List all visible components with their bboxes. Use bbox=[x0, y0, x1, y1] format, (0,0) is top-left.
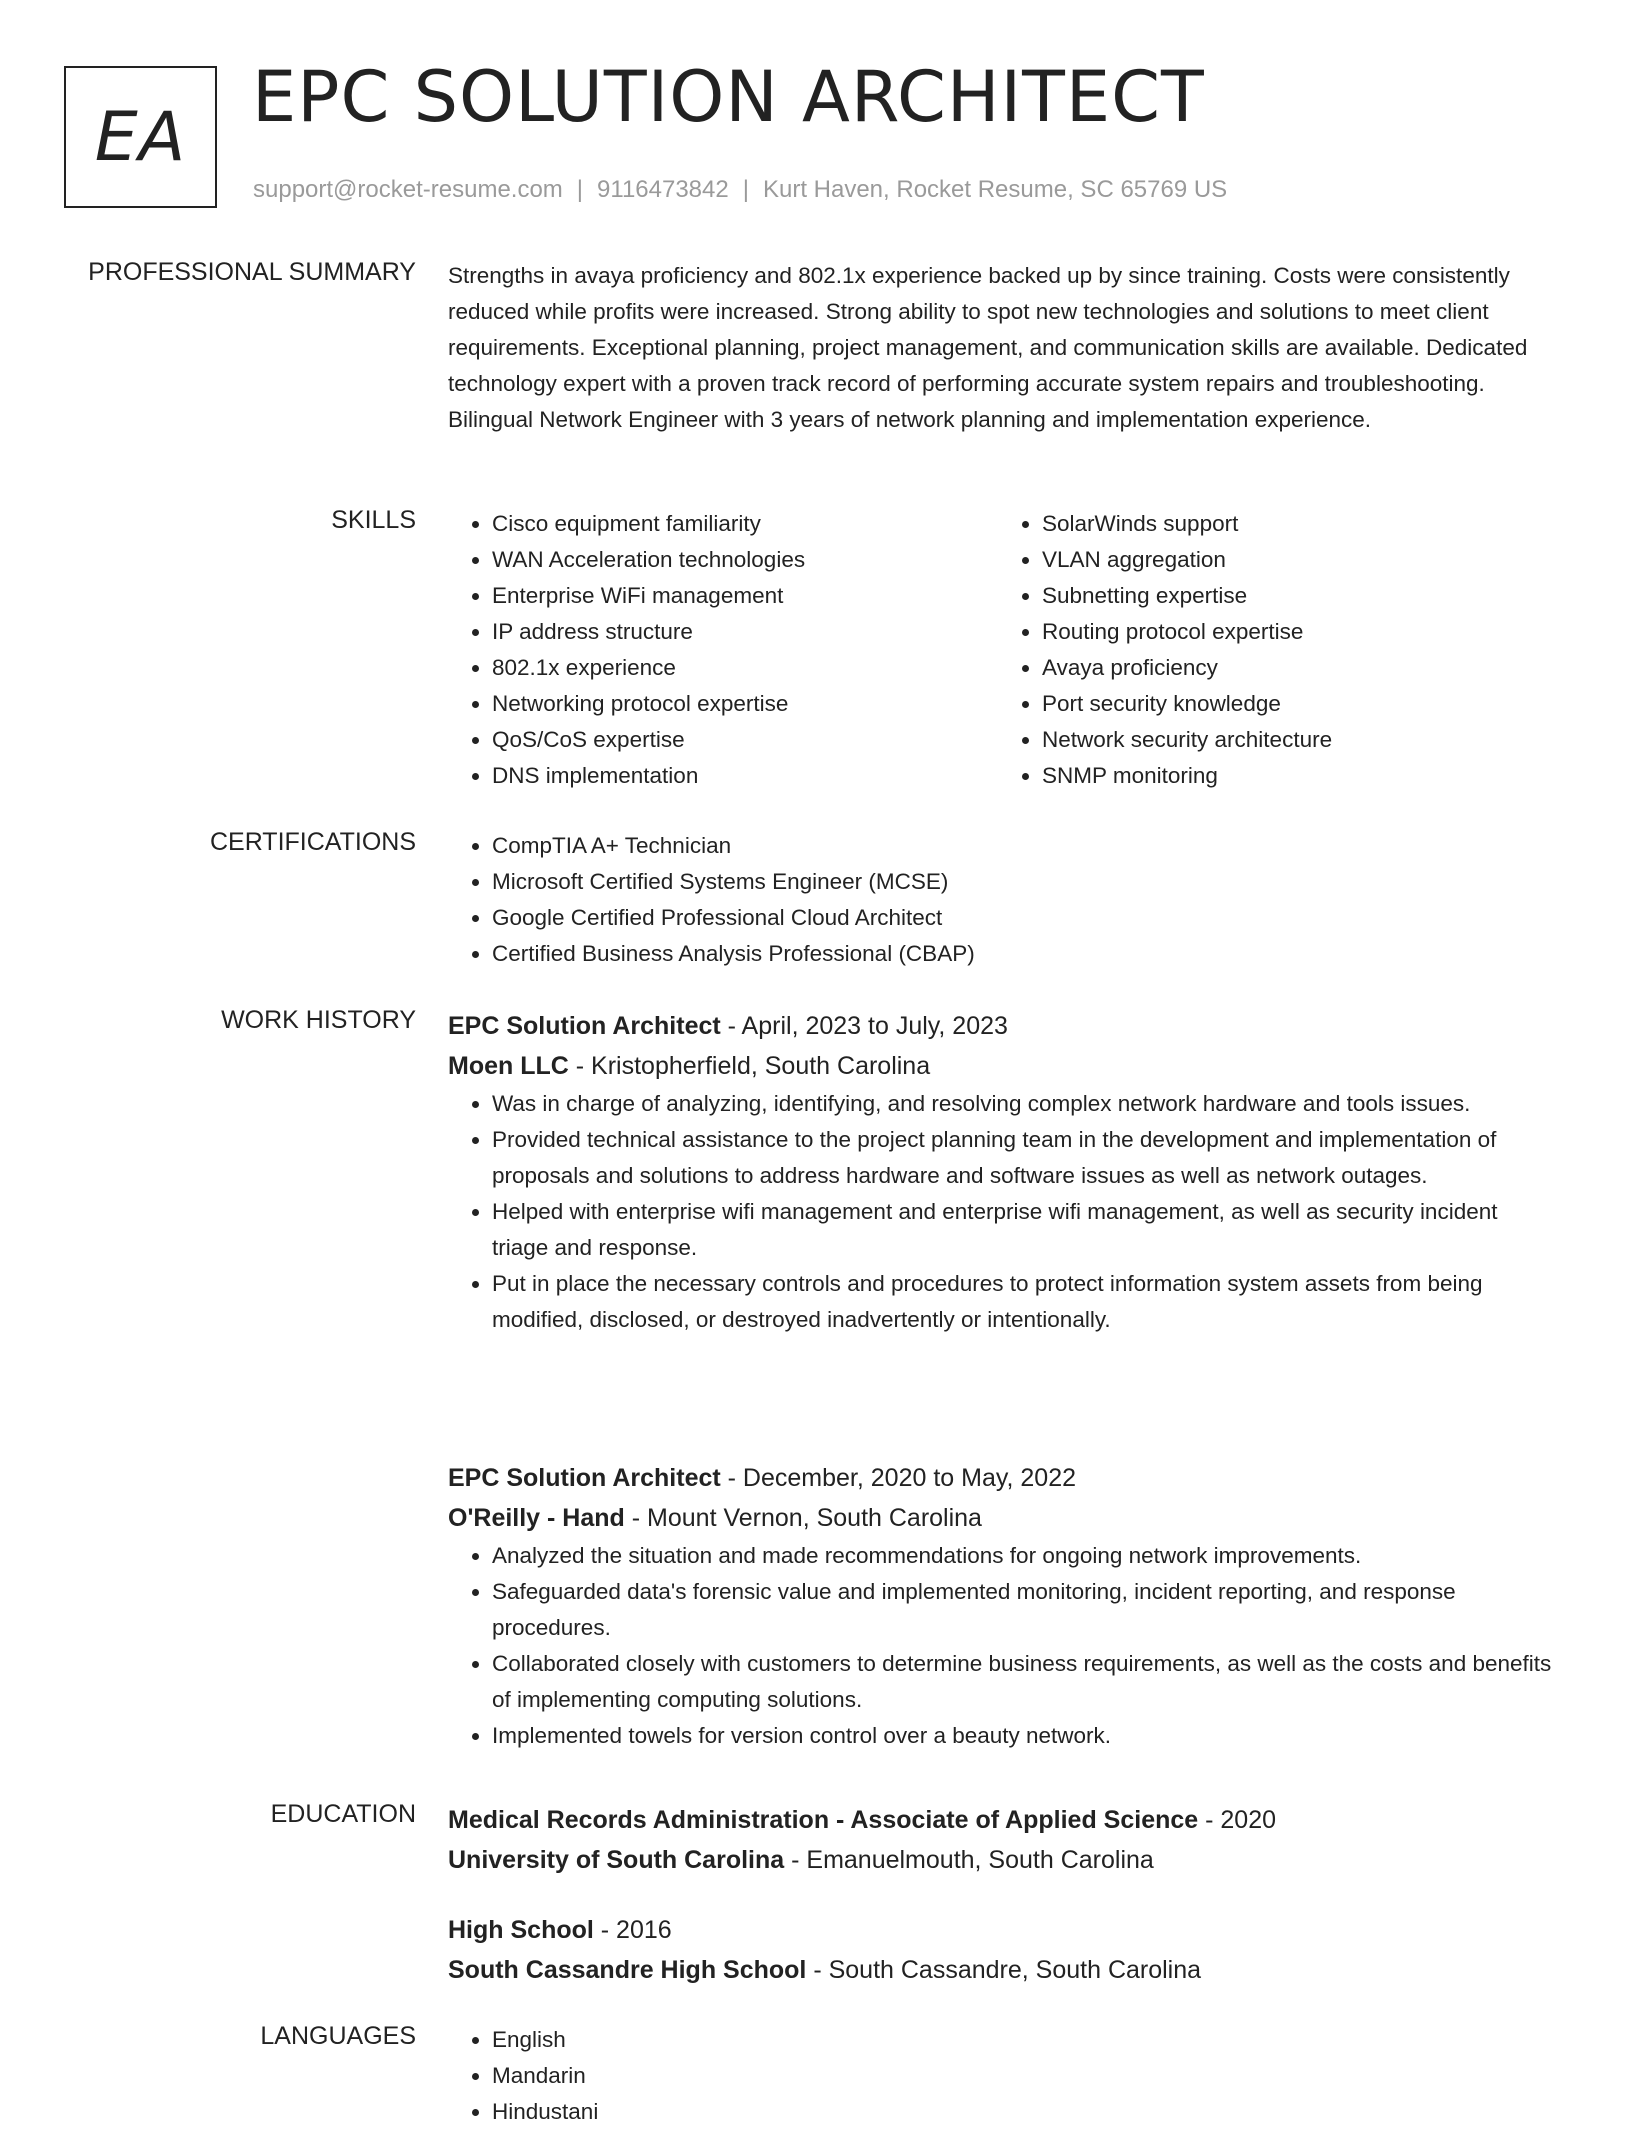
job-bullets bbox=[448, 1538, 1558, 1754]
job-entry bbox=[448, 1006, 1558, 1338]
certification-item: • Google Certified Professional Cloud Architect bbox=[492, 900, 1558, 936]
job-location: - Mount Vernon, South Carolina bbox=[624, 1504, 982, 1532]
education-entry bbox=[448, 1910, 1558, 1990]
monogram-initials: EA bbox=[64, 66, 217, 208]
contact-phone: 9116473842 bbox=[597, 176, 729, 203]
certification-item: • Microsoft Certified Systems Engineer (MCSE) bbox=[492, 864, 1558, 900]
job-bullet: • Analyzed the situation and made recommendations for ongoing network improvements. bbox=[492, 1538, 1558, 1574]
certification-item: • Certified Business Analysis Professional (CBAP) bbox=[492, 936, 1558, 972]
job-title: EPC Solution Architect bbox=[448, 1464, 721, 1492]
degree-line bbox=[448, 1910, 1558, 1950]
job-dates: - April, 2023 to July, 2023 bbox=[720, 1012, 1008, 1040]
resume-title: EPC SOLUTION ARCHITECT bbox=[252, 56, 1205, 138]
degree: High School bbox=[448, 1916, 594, 1944]
job-bullet: • Put in place the necessary controls and procedures to protect information system assets from being modified, disclosed, or destroyed inadvertently or intentionally. bbox=[492, 1266, 1558, 1338]
job-bullets bbox=[448, 1086, 1558, 1338]
section-label-summary: PROFESSIONAL SUMMARY bbox=[88, 258, 416, 286]
school-line bbox=[448, 1950, 1558, 1990]
certification-item: • CompTIA A+ Technician bbox=[492, 828, 1558, 864]
language-item: • Hindustani bbox=[492, 2094, 1558, 2130]
skill-item: • DNS implementation bbox=[492, 758, 998, 794]
job-bullet: • Safeguarded data's forensic value and implemented monitoring, incident reporting, and response procedures. bbox=[492, 1574, 1558, 1646]
job-dates: - December, 2020 to May, 2022 bbox=[720, 1464, 1077, 1492]
job-bullet: • Was in charge of analyzing, identifying, and resolving complex network hardware and tools issues. bbox=[492, 1086, 1558, 1122]
job-entry bbox=[448, 1458, 1558, 1754]
skill-item: • SolarWinds support bbox=[1042, 506, 1548, 542]
skills-list-left bbox=[448, 506, 998, 794]
job-company: O'Reilly - Hand bbox=[448, 1504, 625, 1532]
section-label-certifications: CERTIFICATIONS bbox=[209, 828, 416, 856]
job-bullet: • Helped with enterprise wifi management and enterprise wifi management, as well as security incident triage and response. bbox=[492, 1194, 1558, 1266]
summary-text: Strengths in avaya proficiency and 802.1x experience backed up by since training. Costs were consistently reduced while profits were increased. Strong ability to spot new technologies and solutions to meet client requirements. Exceptional planning, project management, and communication skills are available. Dedicated technology expert with a proven track record of performing accurate system repairs and troubleshooting. Bilingual Network Engineer with 3 years of network planning and implementation experience. bbox=[448, 263, 1528, 432]
skill-item: • Networking protocol expertise bbox=[492, 686, 998, 722]
section-label-skills: SKILLS bbox=[331, 506, 416, 534]
skill-item: • QoS/CoS expertise bbox=[492, 722, 998, 758]
school: University of South Carolina bbox=[448, 1846, 785, 1874]
language-item: • English bbox=[492, 2022, 1558, 2058]
job-company: Moen LLC bbox=[448, 1052, 569, 1080]
job-company-line bbox=[448, 1498, 1558, 1538]
job-company-line bbox=[448, 1046, 1558, 1086]
school-line bbox=[448, 1840, 1558, 1880]
contact-address: Kurt Haven, Rocket Resume, SC 65769 US bbox=[762, 176, 1228, 203]
skill-item: • WAN Acceleration technologies bbox=[492, 542, 998, 578]
separator: | bbox=[742, 176, 749, 203]
skill-item: • Avaya proficiency bbox=[1042, 650, 1548, 686]
graduation-year: - 2020 bbox=[1198, 1806, 1277, 1834]
skill-item: • Routing protocol expertise bbox=[1042, 614, 1548, 650]
job-title: EPC Solution Architect bbox=[448, 1012, 721, 1040]
job-location: - Kristopherfield, South Carolina bbox=[568, 1052, 931, 1080]
separator: | bbox=[576, 176, 584, 203]
job-bullet: • Provided technical assistance to the project planning team in the development and implementation of proposals and solutions to address hardware and software issues as well as network outages. bbox=[492, 1122, 1558, 1194]
job-title-line bbox=[448, 1458, 1558, 1498]
language-item: • Mandarin bbox=[492, 2058, 1558, 2094]
graduation-year: - 2016 bbox=[593, 1916, 672, 1944]
job-bullet: • Implemented towels for version control over a beauty network. bbox=[492, 1718, 1558, 1754]
degree: Medical Records Administration - Associate of Applied Science bbox=[448, 1806, 1199, 1834]
skill-item: • VLAN aggregation bbox=[1042, 542, 1548, 578]
languages-list bbox=[448, 2022, 1558, 2130]
skill-item: • Port security knowledge bbox=[1042, 686, 1548, 722]
job-title-line bbox=[448, 1006, 1558, 1046]
section-label-education: EDUCATION bbox=[270, 1800, 416, 1828]
education-entry bbox=[448, 1800, 1558, 1880]
degree-line bbox=[448, 1800, 1558, 1840]
certifications-list bbox=[448, 828, 1558, 972]
contact-email: support@rocket-resume.com bbox=[253, 176, 563, 203]
skills-list-right bbox=[998, 506, 1548, 794]
skill-item: • IP address structure bbox=[492, 614, 998, 650]
skill-item: • Subnetting expertise bbox=[1042, 578, 1548, 614]
section-label-languages: LANGUAGES bbox=[260, 2022, 416, 2050]
skill-item: • Cisco equipment familiarity bbox=[492, 506, 998, 542]
skill-item: • 802.1x experience bbox=[492, 650, 998, 686]
skill-item: • SNMP monitoring bbox=[1042, 758, 1548, 794]
school-location: - South Cassandre, South Carolina bbox=[806, 1956, 1202, 1984]
contact-line bbox=[253, 176, 1227, 204]
school-location: - Emanuelmouth, South Carolina bbox=[784, 1846, 1154, 1874]
job-bullet: • Collaborated closely with customers to determine business requirements, as well as the costs and benefits of implementing computing solutions. bbox=[492, 1646, 1558, 1718]
skill-item: • Enterprise WiFi management bbox=[492, 578, 998, 614]
skill-item: • Network security architecture bbox=[1042, 722, 1548, 758]
school: South Cassandre High School bbox=[448, 1956, 807, 1984]
section-label-work-history: WORK HISTORY bbox=[221, 1006, 416, 1034]
